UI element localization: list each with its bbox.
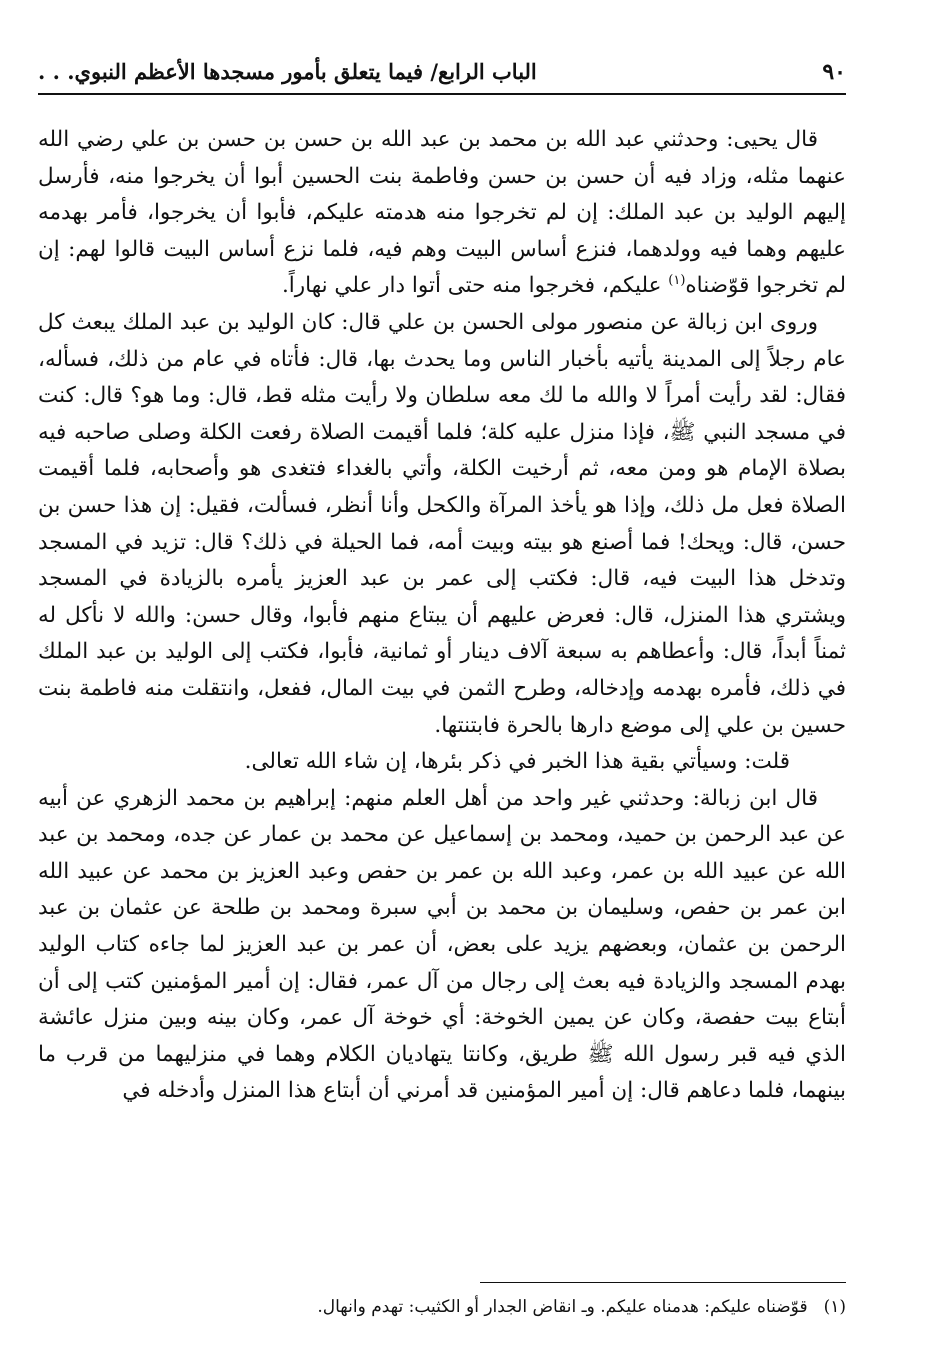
footnote-reference: (١) (668, 273, 686, 289)
page-number: ٩٠ (822, 59, 846, 85)
paragraph-1-text-end: عليكم، فخرجوا منه حتى أتوا دار علي نهاراً. (281, 273, 669, 299)
footnote (38, 1295, 846, 1319)
paragraph-1 (38, 122, 846, 305)
footnote-marker: (١) (823, 1297, 846, 1317)
paragraph-4: قال ابن زبالة: وحدثني غير واحد من أهل العلم منهم: إبراهيم بن محمد الزهري عن أبيه عن عبد الرحمن بن حميد، ومحمد بن إسماعيل عن محمد بن عمار عن جده، ومحمد بن عبد الله عن عبيد الله بن عمر، وعبد الله بن عمر بن حفص وعبد العزيز بن محمد عن عبيد الله ابن عمر بن حفص، وسليمان بن محمد بن أبي سبرة ومحمد بن طلحة عن عثمان بن عبد الرحمن بن عثمان، وبعضهم يزيد على بعض، أن عمر بن عبد العزيز لما جاءه كتاب الوليد بهدم المسجد والزيادة فيه بعث إلى رجال من آل عمر، فقال: إن أمير المؤمنين كتب إلى أن أبتاع بيت حفصة، وكان عن يمين الخوخة: أي خوخة آل عمر، وكان بينه وبين منزل عائشة الذي فيه قبر رسول الله ﷺ طريق، وكانتا يتهاديان الكلام وهما في منزليهما من قرب ما بينهما، فلما دعاهم قال: إن أمير المؤمنين قد أمرني أن أبتاع هذا المنزل وأدخله في (38, 785, 846, 1104)
main-text (38, 122, 846, 1110)
footnote-text: قوّضناه عليكم: هدمناه عليكم. وـ انقاض الجدار أو الكثيب: تهدم وانهال. (317, 1297, 808, 1317)
running-title: الباب الرابع/ فيما يتعلق بأمور مسجدها الأعظم النبوي. . . (38, 59, 537, 84)
footnote-separator (480, 1282, 846, 1283)
paragraph-3: قلت: وسيأتي بقية هذا الخبر في ذكر بئرها، إن شاء الله تعالى. (244, 749, 790, 775)
paragraph-2: وروى ابن زبالة عن منصور مولى الحسن بن علي قال: كان الوليد بن عبد الملك يبعث كل عام رجلاً إلى المدينة يأتيه بأخبار الناس وما يحدث بها، قال: فأتاه في عام من ذلك، فسأله، فقال: لقد رأيت أمراً لا والله ما لك معه سلطان ولا رأيت مثله قط، قال: وما هو؟ قال: كنت في مسجد النبي ﷺ، فإذا منزل عليه كلة؛ فلما أقيمت الصلاة رفعت الكلة وصلى صاحبه فيه بصلاة الإمام هو ومن معه، ثم أرخيت الكلة، وأتي بالغداء فتغدى هو وأصحابه، فلما أقيمت الصلاة فعل مل ذلك، وإذا هو يأخذ المرآة والكحل وأنا أنظر، فسألت، فقيل: إن هذا حسن بن حسن، قال: ويحك! فما أصنع هو بيته وبيت أمه، فما الحيلة في ذلك؟ قال: تزيد في المسجد وتدخل هذا البيت فيه، قال: فكتب إلى عمر بن عبد العزيز يأمره بالزيادة في المسجد ويشتري هذا المنزل، قال: فعرض عليهم أن يبتاع منهم فأبوا، وقال حسن: والله لا نأكل له ثمناً أبداً، قال: وأعطاهم به سبعة آلاف دينار أو ثمانية، فأبوا، فكتب إلى الوليد بن عبد الملك في ذلك، فأمره بهدمه وإدخاله، وطرح الثمن في بيت المال، ففعل، وانتقلت منه فاطمة بنت حسين بن علي إلى موضع دارها بالحرة فابتنتها. (38, 309, 846, 738)
page-header (38, 55, 846, 95)
paragraph-1-text: قال يحيى: وحدثني عبد الله بن محمد بن عبد الله بن حسن بن حسن بن علي رضي الله عنهما مثله، وزاد فيه أن حسن بن حسن وفاطمة بنت الحسين أبوا أن يخرجوا منه، فأرسل إليهم الوليد بن عبد الملك: إن لم تخرجوا منه هدمته عليكم، فأبوا أن يخرجوا، فأمر بهدمه عليهم وهما فيه وولدهما، فنزع أساس البيت وهم فيه، فلما نزع أساس البيت قالوا لهم: إن لم تخرجوا قوّضناه (38, 127, 846, 299)
